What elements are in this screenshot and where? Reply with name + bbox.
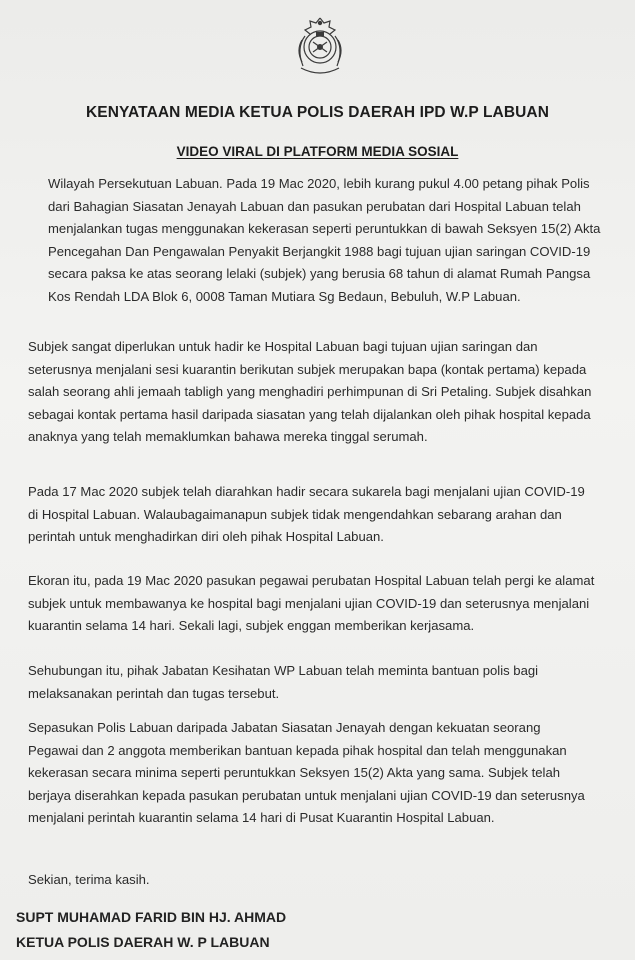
text-line: Sehubungan itu, pihak Jabatan Kesihatan WP Labuan telah meminta bantuan polis bagi	[28, 663, 539, 678]
paragraph-police-action	[28, 717, 613, 830]
text-line: Wilayah Persekutuan Labuan. Pada 19 Mac 2020, lebih kurang pukul 4.00 petang pihak Polis	[48, 176, 590, 191]
paragraph-incident	[48, 173, 613, 309]
text-line: Pencegahan Dan Pengawalan Penyakit Berjangkit 1988 bagi tujuan ujian saringan COVID-19	[48, 243, 591, 259]
text-line: dari Bahagian Siasatan Jenayah Labuan dan pasukan perubatan dari Hospital Labuan telah	[48, 198, 581, 214]
text-line: sebagai kontak pertama hasil daripada siasatan yang telah dijalankan oleh pihak hospital kepada	[28, 406, 591, 422]
text-line: perintah untuk menghadirkan diri oleh pihak Hospital Labuan.	[28, 529, 384, 545]
text-line: Sepasukan Polis Labuan daripada Jabatan Siasatan Jenayah dengan kekuatan seorang	[28, 720, 541, 735]
text-line: berjaya diserahkan kepada pasukan perubatan untuk menjalani ujian COVID-19 dan seterusnya	[28, 787, 585, 803]
text-line: Subjek sangat diperlukan untuk hadir ke Hospital Labuan bagi tujuan ujian saringan dan	[28, 339, 538, 354]
paragraph-police-request	[28, 660, 613, 705]
release-subtitle: VIDEO VIRAL DI PLATFORM MEDIA SOSIAL	[176, 144, 459, 159]
text-line: Sekian, terima kasih.	[28, 872, 150, 887]
text-line: kuarantin selama 14 hari. Sekali lagi, subjek enggan memberikan kerjasama.	[28, 618, 475, 634]
text-line: secara paksa ke atas seorang lelaki (subjek) yang berusia 68 tahun di alamat Rumah Pangsa	[48, 266, 591, 282]
text-line: Ekoran itu, pada 19 Mac 2020 pasukan pegawai perubatan Hospital Labuan telah pergi ke alamat	[28, 573, 595, 588]
paragraph-subject-background	[28, 336, 613, 449]
closing-line	[28, 869, 613, 892]
text-line: seterusnya menjalani sesi kuarantin berikutan subjek merupakan bapa (kontak pertama) kepada	[28, 361, 587, 377]
text-line: menjalani perintah kuarantin selama 14 hari di Pusat Kuarantin Hospital Labuan.	[28, 810, 495, 826]
text-line: Kos Rendah LDA Blok 6, 0008 Taman Mutiara Sg Bedaun, Bebuluh, W.P Labuan.	[48, 288, 521, 304]
release-title: KENYATAAN MEDIA KETUA POLIS DAERAH IPD W.P LABUAN	[85, 104, 550, 121]
text-line: anaknya yang telah memaklumkan bahawa mereka tinggal serumah.	[28, 429, 428, 445]
text-line: subjek untuk membawanya ke hospital bagi menjalani ujian COVID-19 dan seterusnya menjalani	[28, 595, 590, 611]
paragraph-second-attempt	[28, 570, 613, 638]
police-crest-logo	[289, 14, 351, 80]
text-line: salah seorang ahli jemaah tabligh yang menghadiri perhimpunan di Sri Petaling. Subjek disahkan	[28, 384, 592, 400]
text-line: kekerasan secara minima seperti peruntukkan Seksyen 15(2) Akta yang sama. Subjek telah	[28, 765, 561, 781]
signatory-position: KETUA POLIS DAERAH W. P LABUAN	[16, 934, 270, 950]
text-line: Pegawai dan 2 anggota memberikan bantuan kepada pihak hospital dan telah menggunakan	[28, 742, 567, 758]
paragraph-first-instruction	[28, 481, 613, 549]
text-line: menjalankan tugas menggunakan kekerasan seperti peruntukkan di bawah Seksyen 15(2) Akta	[48, 221, 601, 237]
text-line: di Hospital Labuan. Walaubagaimanapun subjek tidak mengendahkan sebarang arahan dan	[28, 506, 562, 522]
text-line: Pada 17 Mac 2020 subjek telah diarahkan hadir secara sukarela bagi menjalani ujian COVID-19	[28, 484, 585, 499]
text-line: melaksanakan perintah dan tugas tersebut.	[28, 685, 280, 701]
signatory-name: SUPT MUHAMAD FARID BIN HJ. AHMAD	[16, 909, 287, 925]
